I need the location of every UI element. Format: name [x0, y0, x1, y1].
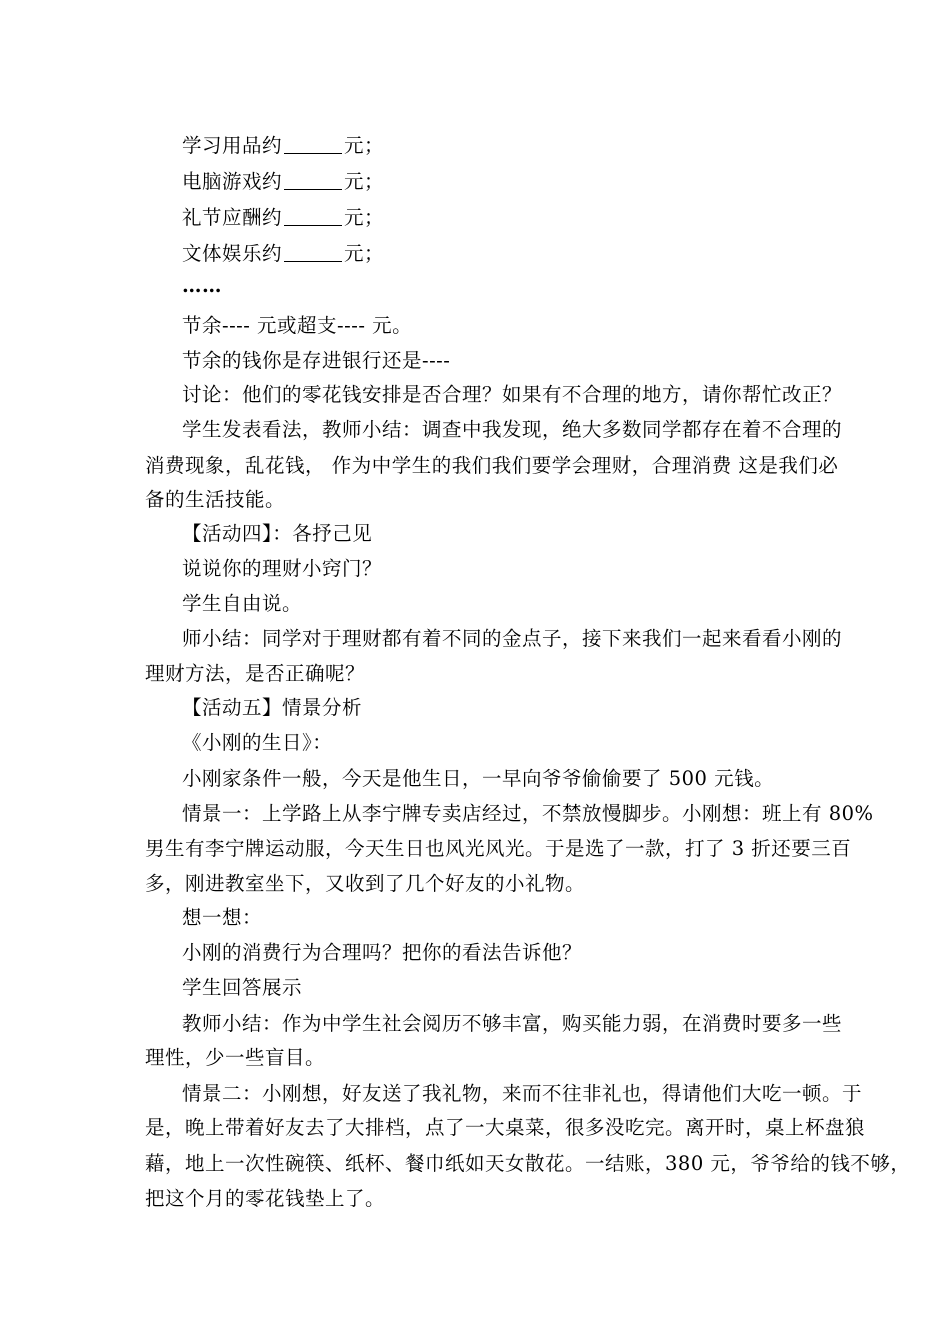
text-line: 小刚家条件一般，今天是他生日，一早向爷爷偷偷要了 500 元钱。: [182, 767, 775, 790]
line-text: 学习用品约: [182, 134, 283, 157]
text-line: 想一想：: [182, 906, 263, 929]
text-line: 教师小结：作为中学生社会阅历不够丰富，购买能力弱，在消费时要多一些: [182, 1012, 843, 1035]
text-line: 是，晚上带着好友去了大排档，点了一大桌菜，很多没吃完。离开时，桌上杯盘狼: [145, 1116, 866, 1139]
text-line: 藉，地上一次性碗筷、纸杯、餐巾纸如天女散花。一结账，380 元，爷爷给的钱不够，: [145, 1152, 911, 1175]
text-line: 消费现象，乱花钱， 作为中学生的我们我们要学会理财，合理消费 这是我们必: [145, 454, 839, 477]
budget-line-computer-games: [182, 168, 384, 196]
text-line: 把这个月的零花钱垫上了。: [145, 1187, 386, 1210]
activity-heading: 【活动四】：各抒己见: [182, 522, 373, 545]
fill-blank: [284, 207, 342, 226]
fill-blank: [284, 171, 342, 190]
text-line: 学生自由说。: [182, 592, 303, 615]
line-text: 元；: [344, 134, 385, 157]
text-line: 理性，少一些盲目。: [145, 1046, 326, 1069]
budget-line-study-supplies: [182, 132, 384, 160]
text-line: 备的生活技能。: [145, 488, 286, 511]
fill-blank: [284, 135, 342, 154]
text-line: 节余---- 元或超支---- 元。: [182, 314, 413, 337]
budget-line-social-gifts: [182, 204, 384, 232]
text-line: 多，刚进教室坐下，又收到了几个好友的小礼物。: [145, 872, 586, 895]
line-text: 电脑游戏约: [182, 170, 283, 193]
text-line: 男生有李宁牌运动服，今天生日也风光风光。于是选了一款，打了 3 折还要三百: [145, 837, 852, 860]
line-text: 元；: [344, 206, 385, 229]
text-line: 节余的钱你是存进银行还是----: [182, 349, 451, 372]
text-line: 师小结：同学对于理财都有着不同的金点子，接下来我们一起来看看小刚的: [182, 627, 843, 650]
line-text: 礼节应酬约: [182, 206, 283, 229]
text-line: 情景二：小刚想，好友送了我礼物，来而不往非礼也，得请他们大吃一顿。于: [182, 1082, 863, 1105]
text-line: 说说你的理财小窍门？: [182, 557, 383, 580]
text-line: 理财方法，是否正确呢？: [145, 662, 366, 685]
text-line: 情景一：上学路上从李宁牌专卖店经过，不禁放慢脚步。小刚想：班上有 80%: [182, 802, 874, 825]
activity-heading: 【活动五】情景分析: [182, 696, 363, 719]
story-title: 《小刚的生日》：: [182, 731, 333, 754]
line-text: 元；: [344, 170, 385, 193]
discussion-line: 讨论：他们的零花钱安排是否合理？如果有不合理的地方，请你帮忙改正？: [182, 383, 843, 406]
text-line: 学生回答展示: [182, 976, 303, 999]
ellipsis-line: ……: [182, 274, 222, 297]
budget-line-entertainment: [182, 240, 384, 268]
text-line: 小刚的消费行为合理吗？把你的看法告诉他？: [182, 941, 583, 964]
fill-blank: [284, 243, 342, 262]
line-text: 元；: [344, 242, 385, 265]
line-text: 文体娱乐约: [182, 242, 283, 265]
text-line: 学生发表看法，教师小结：调查中我发现，绝大多数同学都存在着不合理的: [182, 418, 843, 441]
